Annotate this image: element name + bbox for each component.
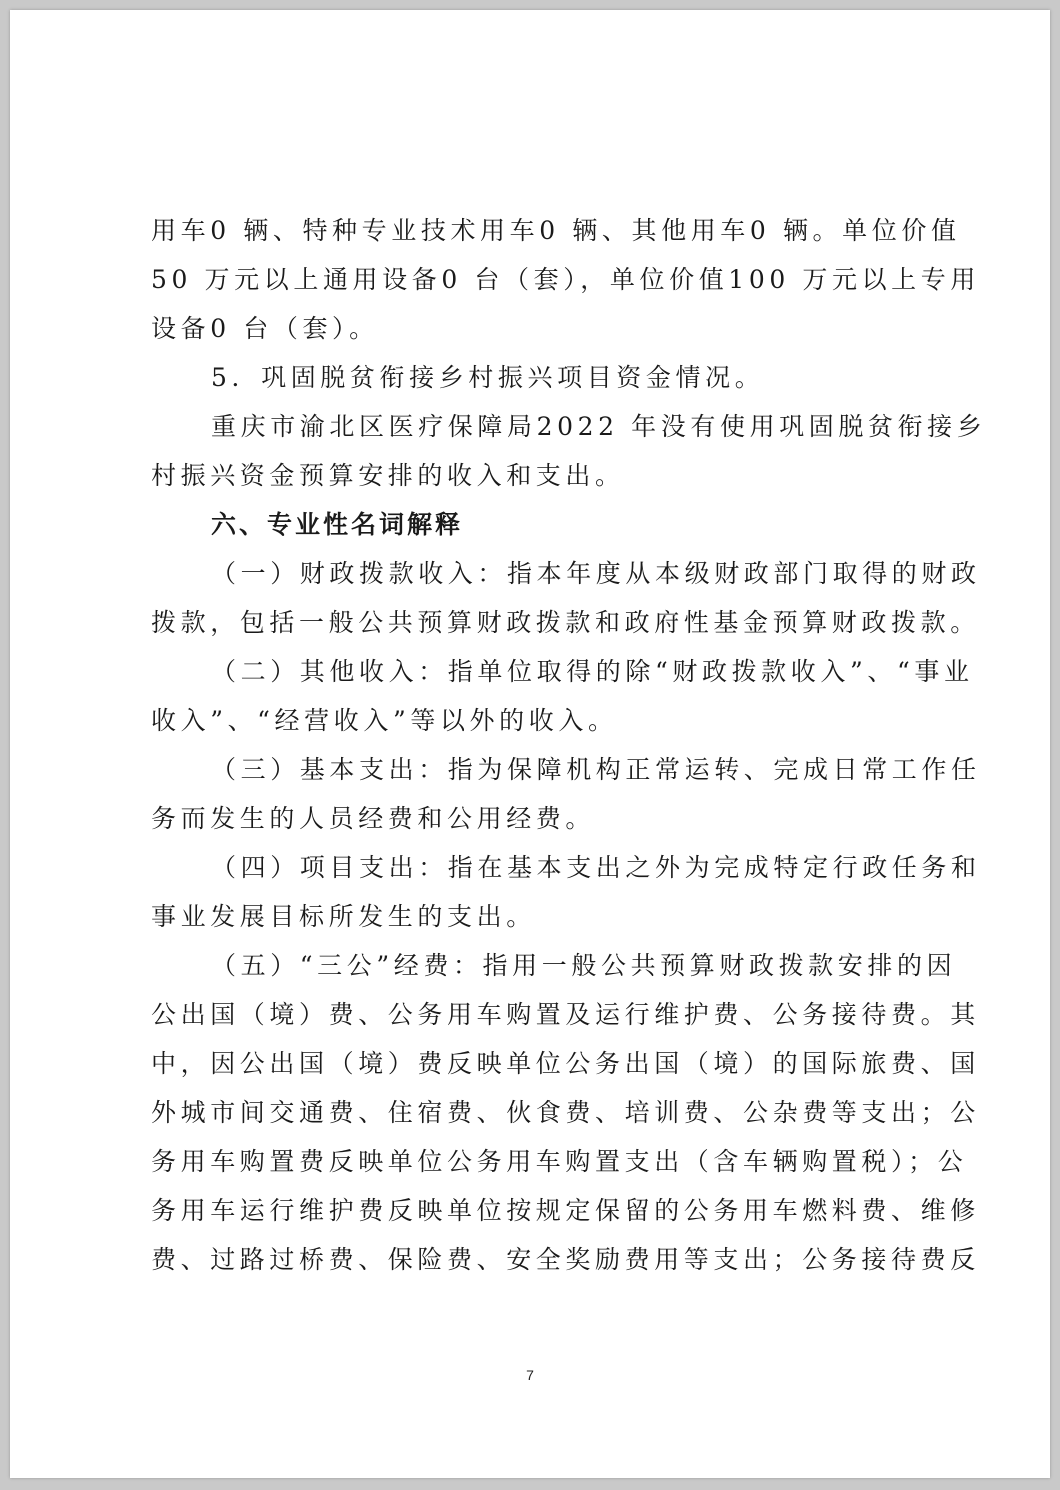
page-number: 7	[526, 1367, 534, 1383]
section-title: 六、专业性名词解释	[211, 510, 464, 539]
text-line: 收入”、“经营收入”等以外的收入。	[151, 706, 618, 735]
paragraph-term-5	[151, 941, 980, 1284]
paragraph-item-5-title	[151, 353, 931, 402]
text-line: （三）基本支出：指为保障机构正常运转、完成日常工作任	[211, 755, 981, 784]
text-line: （四）项目支出：指在基本支出之外为完成特定行政任务和	[211, 853, 981, 882]
text-line: 事业发展目标所发生的支出。	[151, 902, 536, 931]
text-line: 公出国（境）费、公务用车购置及运行维护费、公务接待费。其	[151, 1000, 980, 1029]
text-line: 50 万元以上通用设备0 台（套），单位价值100 万元以上专用	[151, 265, 980, 294]
text-line: 务用车运行维护费反映单位按规定保留的公务用车燃料费、维修	[151, 1196, 980, 1225]
section-heading-terms	[151, 500, 931, 549]
document-page	[10, 10, 1050, 1478]
paragraph-vehicle-equipment	[151, 206, 980, 353]
text-line: 务用车购置费反映单位公务用车购置支出（含车辆购置税）；公	[151, 1147, 968, 1176]
paragraph-term-3	[151, 745, 981, 843]
text-line: 5．巩固脱贫衔接乡村振兴项目资金情况。	[211, 363, 765, 392]
text-line: （五）“三公”经费：指用一般公共预算财政拨款安排的因	[211, 951, 957, 980]
text-line: 重庆市渝北区医疗保障局2022 年没有使用巩固脱贫衔接乡	[211, 412, 987, 441]
text-line: 外城市间交通费、住宿费、伙食费、培训费、公杂费等支出；公	[151, 1098, 980, 1127]
paragraph-item-5-body	[151, 402, 987, 500]
text-line: 用车0 辆、特种专业技术用车0 辆、其他用车0 辆。单位价值	[151, 216, 961, 245]
paragraph-term-2	[151, 647, 974, 745]
text-line: 中，因公出国（境）费反映单位公务出国（境）的国际旅费、国	[151, 1049, 980, 1078]
text-line: 设备0 台（套）。	[151, 314, 379, 343]
paragraph-term-4	[151, 843, 981, 941]
text-line: （二）其他收入：指单位取得的除“财政拨款收入”、“事业	[211, 657, 974, 686]
text-line: 拨款，包括一般公共预算财政拨款和政府性基金预算财政拨款。	[151, 608, 980, 637]
text-line: 村振兴资金预算安排的收入和支出。	[151, 461, 625, 490]
text-line: 务而发生的人员经费和公用经费。	[151, 804, 596, 833]
paragraph-term-1	[151, 549, 981, 647]
text-line: （一）财政拨款收入：指本年度从本级财政部门取得的财政	[211, 559, 981, 588]
text-line: 费、过路过桥费、保险费、安全奖励费用等支出；公务接待费反	[151, 1245, 980, 1274]
document-body	[151, 206, 987, 1284]
